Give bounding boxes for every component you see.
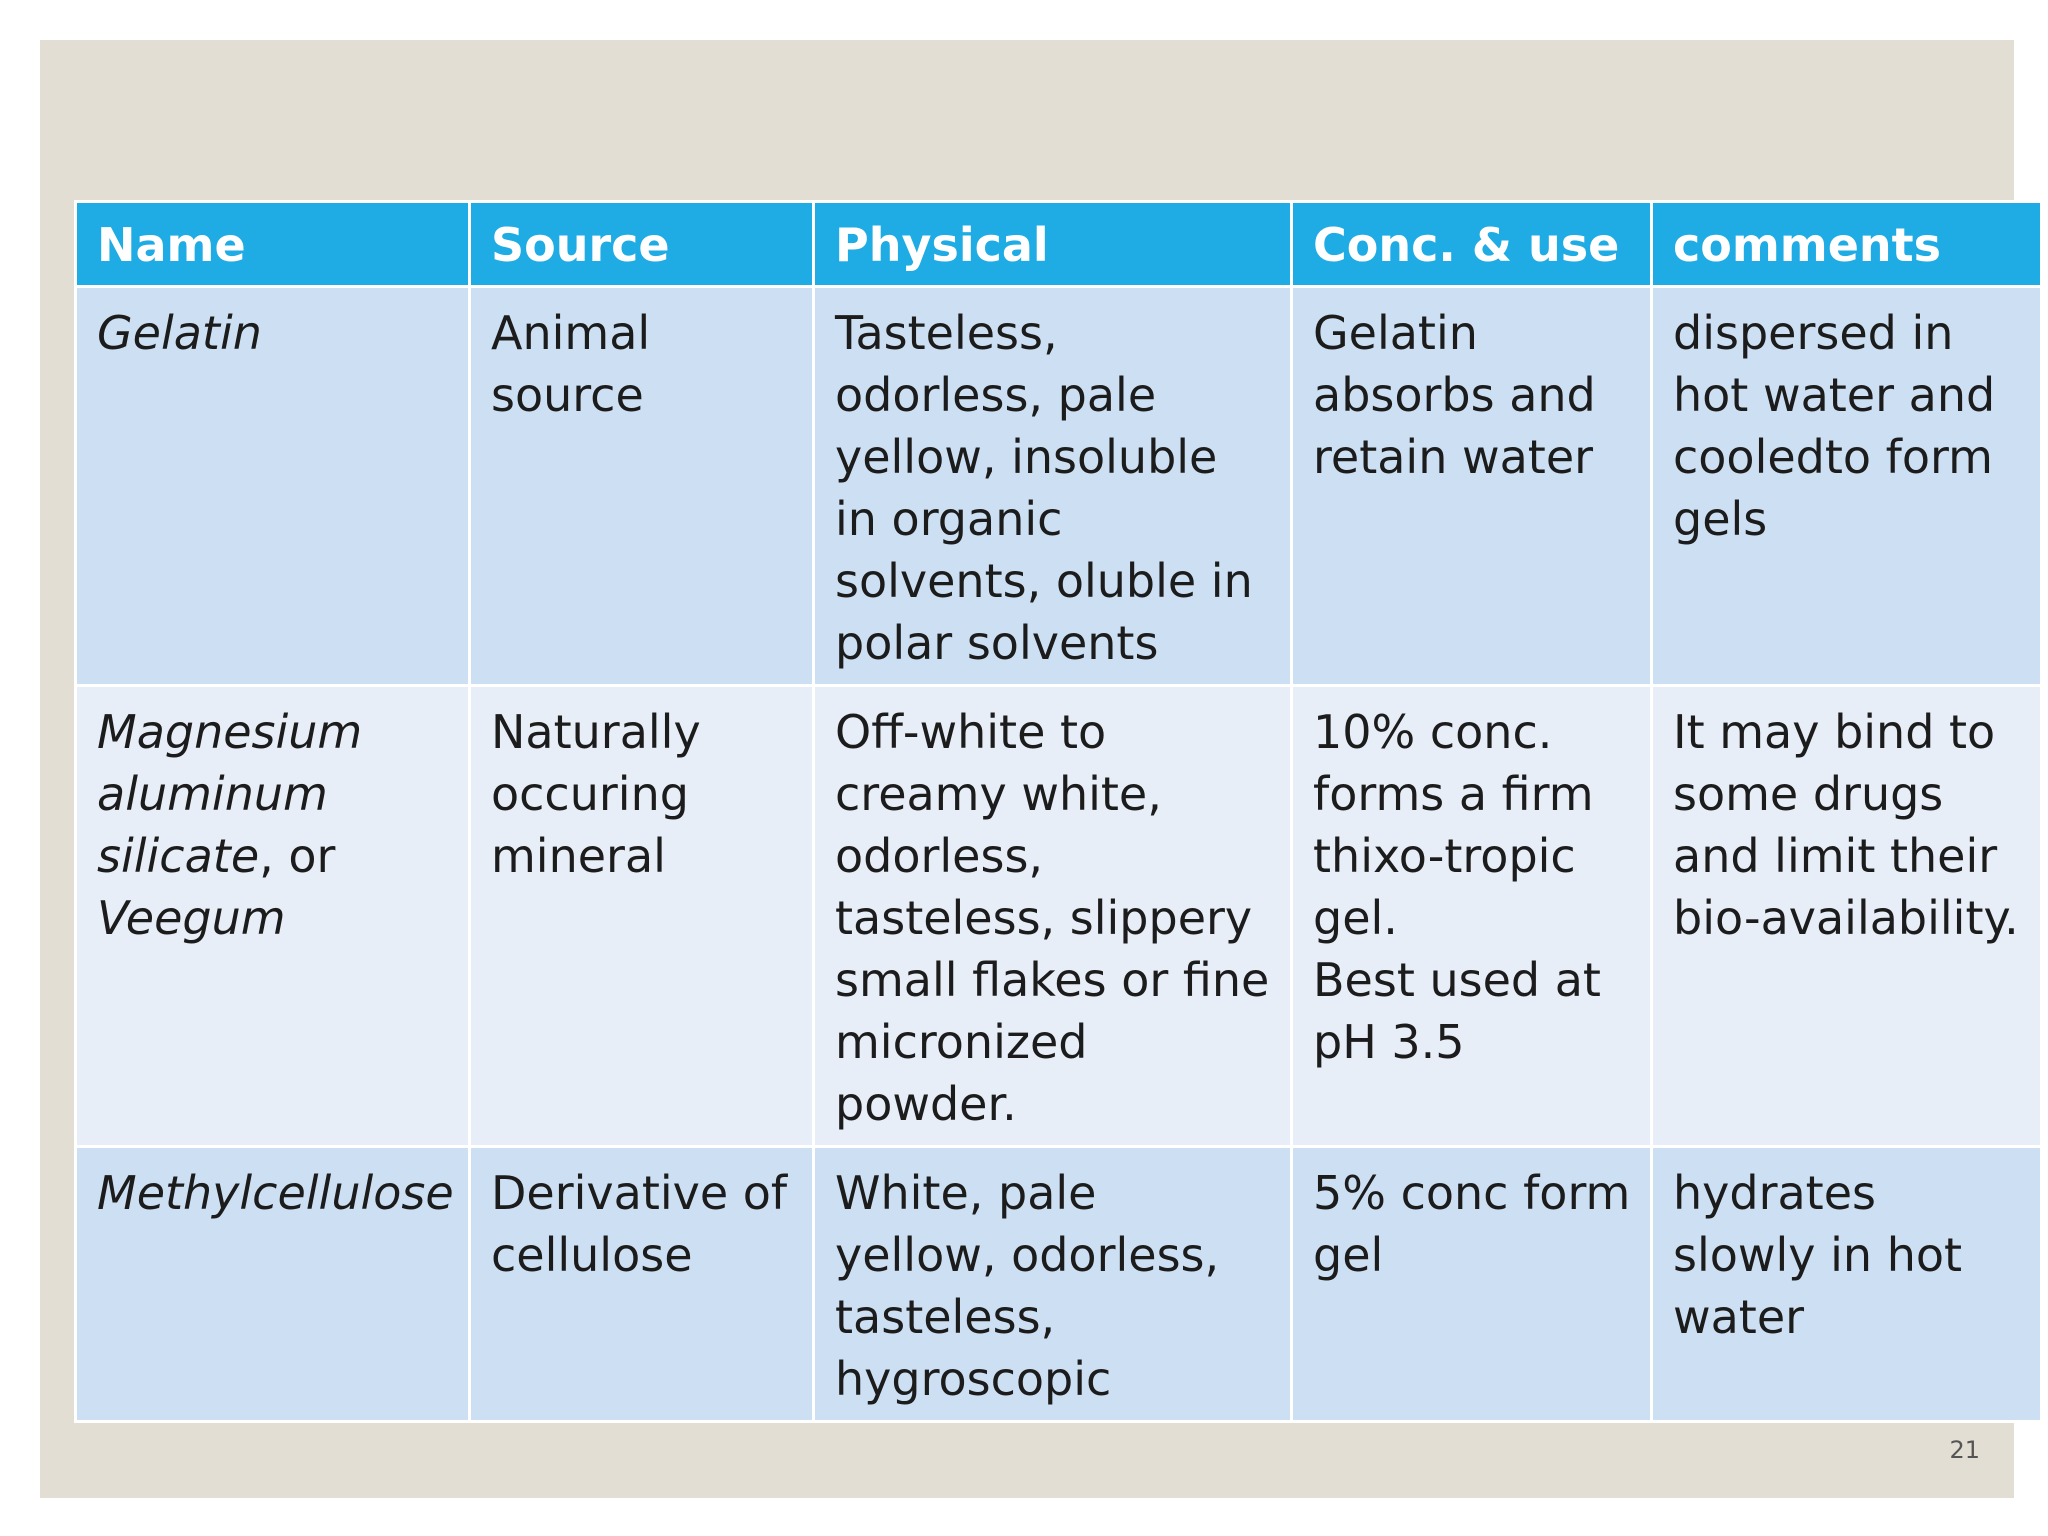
name-alias: Veegum: [97, 891, 286, 945]
cell-physical: Tasteless, odorless, pale yellow, insoluble in organic solvents, oluble in polar solvents: [814, 287, 1292, 686]
name-main: Magnesium aluminum silicate: [97, 705, 363, 883]
cell-comments: dispersed in hot water and cooledto form gels: [1652, 287, 2042, 686]
header-name: Name: [76, 202, 470, 287]
cell-comments: hydrates slowly in hot water: [1652, 1147, 2042, 1422]
cell-physical: White, pale yellow, odorless, tasteless, hygroscopic: [814, 1147, 1292, 1422]
cell-name: Gelatin: [76, 287, 470, 686]
header-conc-use: Conc. & use: [1292, 202, 1652, 287]
table-row: [76, 287, 2042, 686]
excipient-table: [74, 200, 2043, 1423]
table-row: [76, 1147, 2042, 1422]
cell-source: Animal source: [470, 287, 814, 686]
cell-source: Derivative of cellulose: [470, 1147, 814, 1422]
name-connector: , or: [259, 829, 336, 883]
cell-name: Methylcellulose: [76, 1147, 470, 1422]
cell-name: [76, 686, 470, 1147]
header-source: Source: [470, 202, 814, 287]
page-number: 21: [1949, 1436, 1980, 1464]
conc-use-line: Best used at pH 3.5: [1313, 953, 1601, 1069]
conc-use-line: 10% conc. forms a firm thixo-tropic gel.: [1313, 705, 1594, 945]
table-header-row: [76, 202, 2042, 287]
slide: [40, 40, 2019, 1498]
header-physical: Physical: [814, 202, 1292, 287]
table-row: [76, 686, 2042, 1147]
cell-conc-use: [1292, 686, 1652, 1147]
cell-physical: Off-white to creamy white, odorless, tasteless, slippery small flakes or fine micronized powder.: [814, 686, 1292, 1147]
cell-conc-use: 5% conc form gel: [1292, 1147, 1652, 1422]
header-comments: comments: [1652, 202, 2042, 287]
cell-source: Naturally occuring mineral: [470, 686, 814, 1147]
cell-comments: It may bind to some drugs and limit their bio-availability.: [1652, 686, 2042, 1147]
cell-conc-use: Gelatin absorbs and retain water: [1292, 287, 1652, 686]
